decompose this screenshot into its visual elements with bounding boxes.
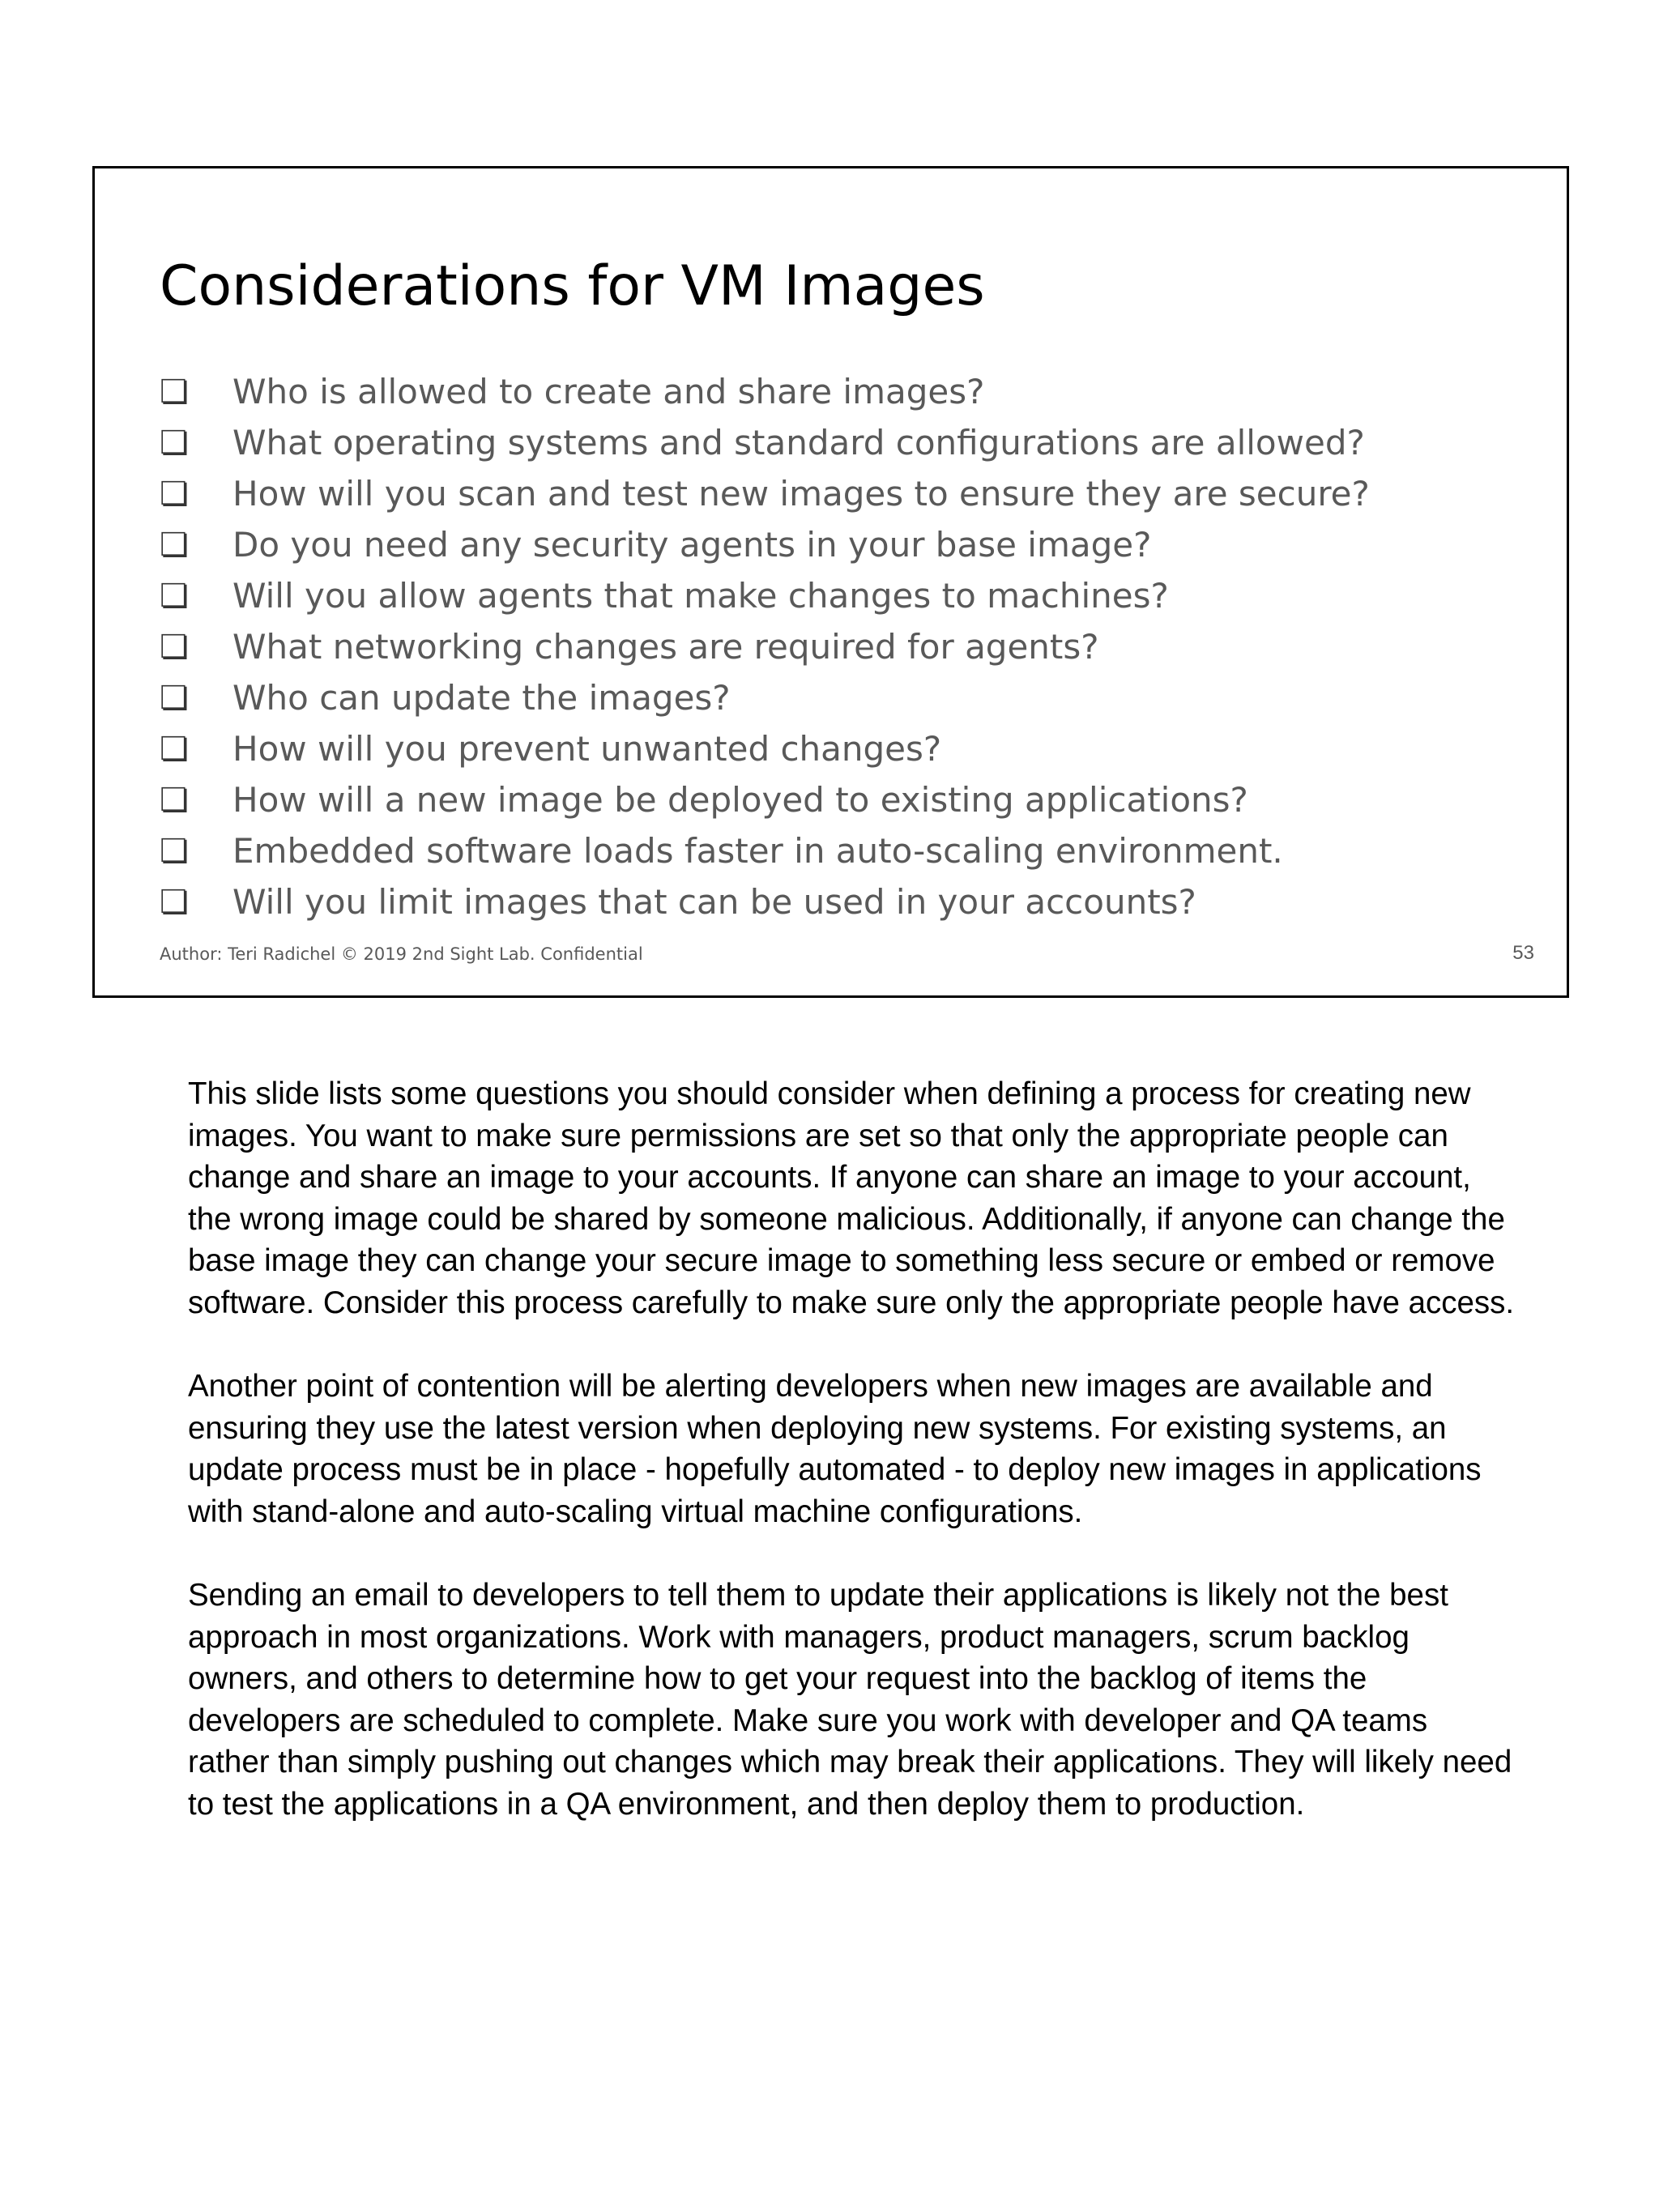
slide-footer: Author: Teri Radichel © 2019 2nd Sight Lab. Confidential: [160, 944, 643, 964]
checkbox-bullet-icon: ❏: [160, 781, 189, 819]
checkbox-bullet-icon: ❏: [160, 526, 189, 564]
bullet-text: Will you limit images that can be used in your accounts?: [232, 882, 1196, 922]
bullet-item: [160, 876, 1370, 927]
bullet-list: [160, 366, 1370, 927]
slide-frame: [92, 166, 1569, 998]
checkbox-bullet-icon: ❏: [160, 424, 189, 462]
bullet-text: Do you need any security agents in your base image?: [232, 525, 1152, 565]
bullet-item: [160, 825, 1370, 876]
checkbox-bullet-icon: ❏: [160, 475, 189, 513]
bullet-item: [160, 519, 1370, 570]
bullet-text: What operating systems and standard configurations are allowed?: [232, 423, 1365, 462]
bullet-item: [160, 672, 1370, 723]
notes-paragraph: Sending an email to developers to tell them to update their applications is likely not the best approach in most organizations. Work with managers, product managers, scrum backlog owners, and others to determine how to get your request into the backlog of items the developers are scheduled to complete. Make sure you work with developer and QA teams rather than simply pushing out changes which may break their applications. They will likely need to test the applications in a QA environment, and then deploy them to production.: [188, 1578, 1512, 1822]
bullet-text: Embedded software loads faster in auto-scaling environment.: [232, 831, 1283, 871]
slide-title: Considerations for VM Images: [160, 254, 985, 318]
bullet-item: [160, 468, 1370, 519]
slide-number: 53: [1512, 942, 1534, 964]
bullet-item: [160, 366, 1370, 417]
bullet-text: Who is allowed to create and share images?: [232, 372, 985, 411]
notes-paragraph: This slide lists some questions you should consider when defining a process for creating new images. You want to make sure permissions are set so that only the appropriate people can change and share an image to your accounts. If anyone can share an image to your account, the wrong image could be shared by someone malicious. Additionally, if anyone can change the base image they can change your secure image to something less secure or embed or remove software. Consider this process carefully to make sure only the appropriate people have access.: [188, 1076, 1515, 1320]
bullet-item: [160, 570, 1370, 621]
checkbox-bullet-icon: ❏: [160, 628, 189, 666]
bullet-text: How will you prevent unwanted changes?: [232, 729, 942, 769]
bullet-item: [160, 774, 1370, 825]
bullet-text: Who can update the images?: [232, 678, 731, 718]
checkbox-bullet-icon: ❏: [160, 577, 189, 615]
bullet-item: [160, 723, 1370, 774]
speaker-notes: [188, 1073, 1516, 1867]
checkbox-bullet-icon: ❏: [160, 832, 189, 870]
bullet-item: [160, 621, 1370, 672]
bullet-text: What networking changes are required for agents?: [232, 627, 1099, 667]
checkbox-bullet-icon: ❏: [160, 883, 189, 921]
checkbox-bullet-icon: ❏: [160, 730, 189, 768]
bullet-text: How will you scan and test new images to ensure they are secure?: [232, 474, 1370, 514]
bullet-text: Will you allow agents that make changes to machines?: [232, 576, 1169, 616]
checkbox-bullet-icon: ❏: [160, 373, 189, 411]
bullet-text: How will a new image be deployed to existing applications?: [232, 780, 1248, 820]
bullet-item: [160, 417, 1370, 468]
notes-paragraph: Another point of contention will be alerting developers when new images are available and ensuring they use the latest version when deploying new systems. For existing systems, an update process must be in place - hopefully automated - to deploy new images in applications with stand-alone and auto-scaling virtual machine configurations.: [188, 1369, 1482, 1529]
checkbox-bullet-icon: ❏: [160, 679, 189, 717]
